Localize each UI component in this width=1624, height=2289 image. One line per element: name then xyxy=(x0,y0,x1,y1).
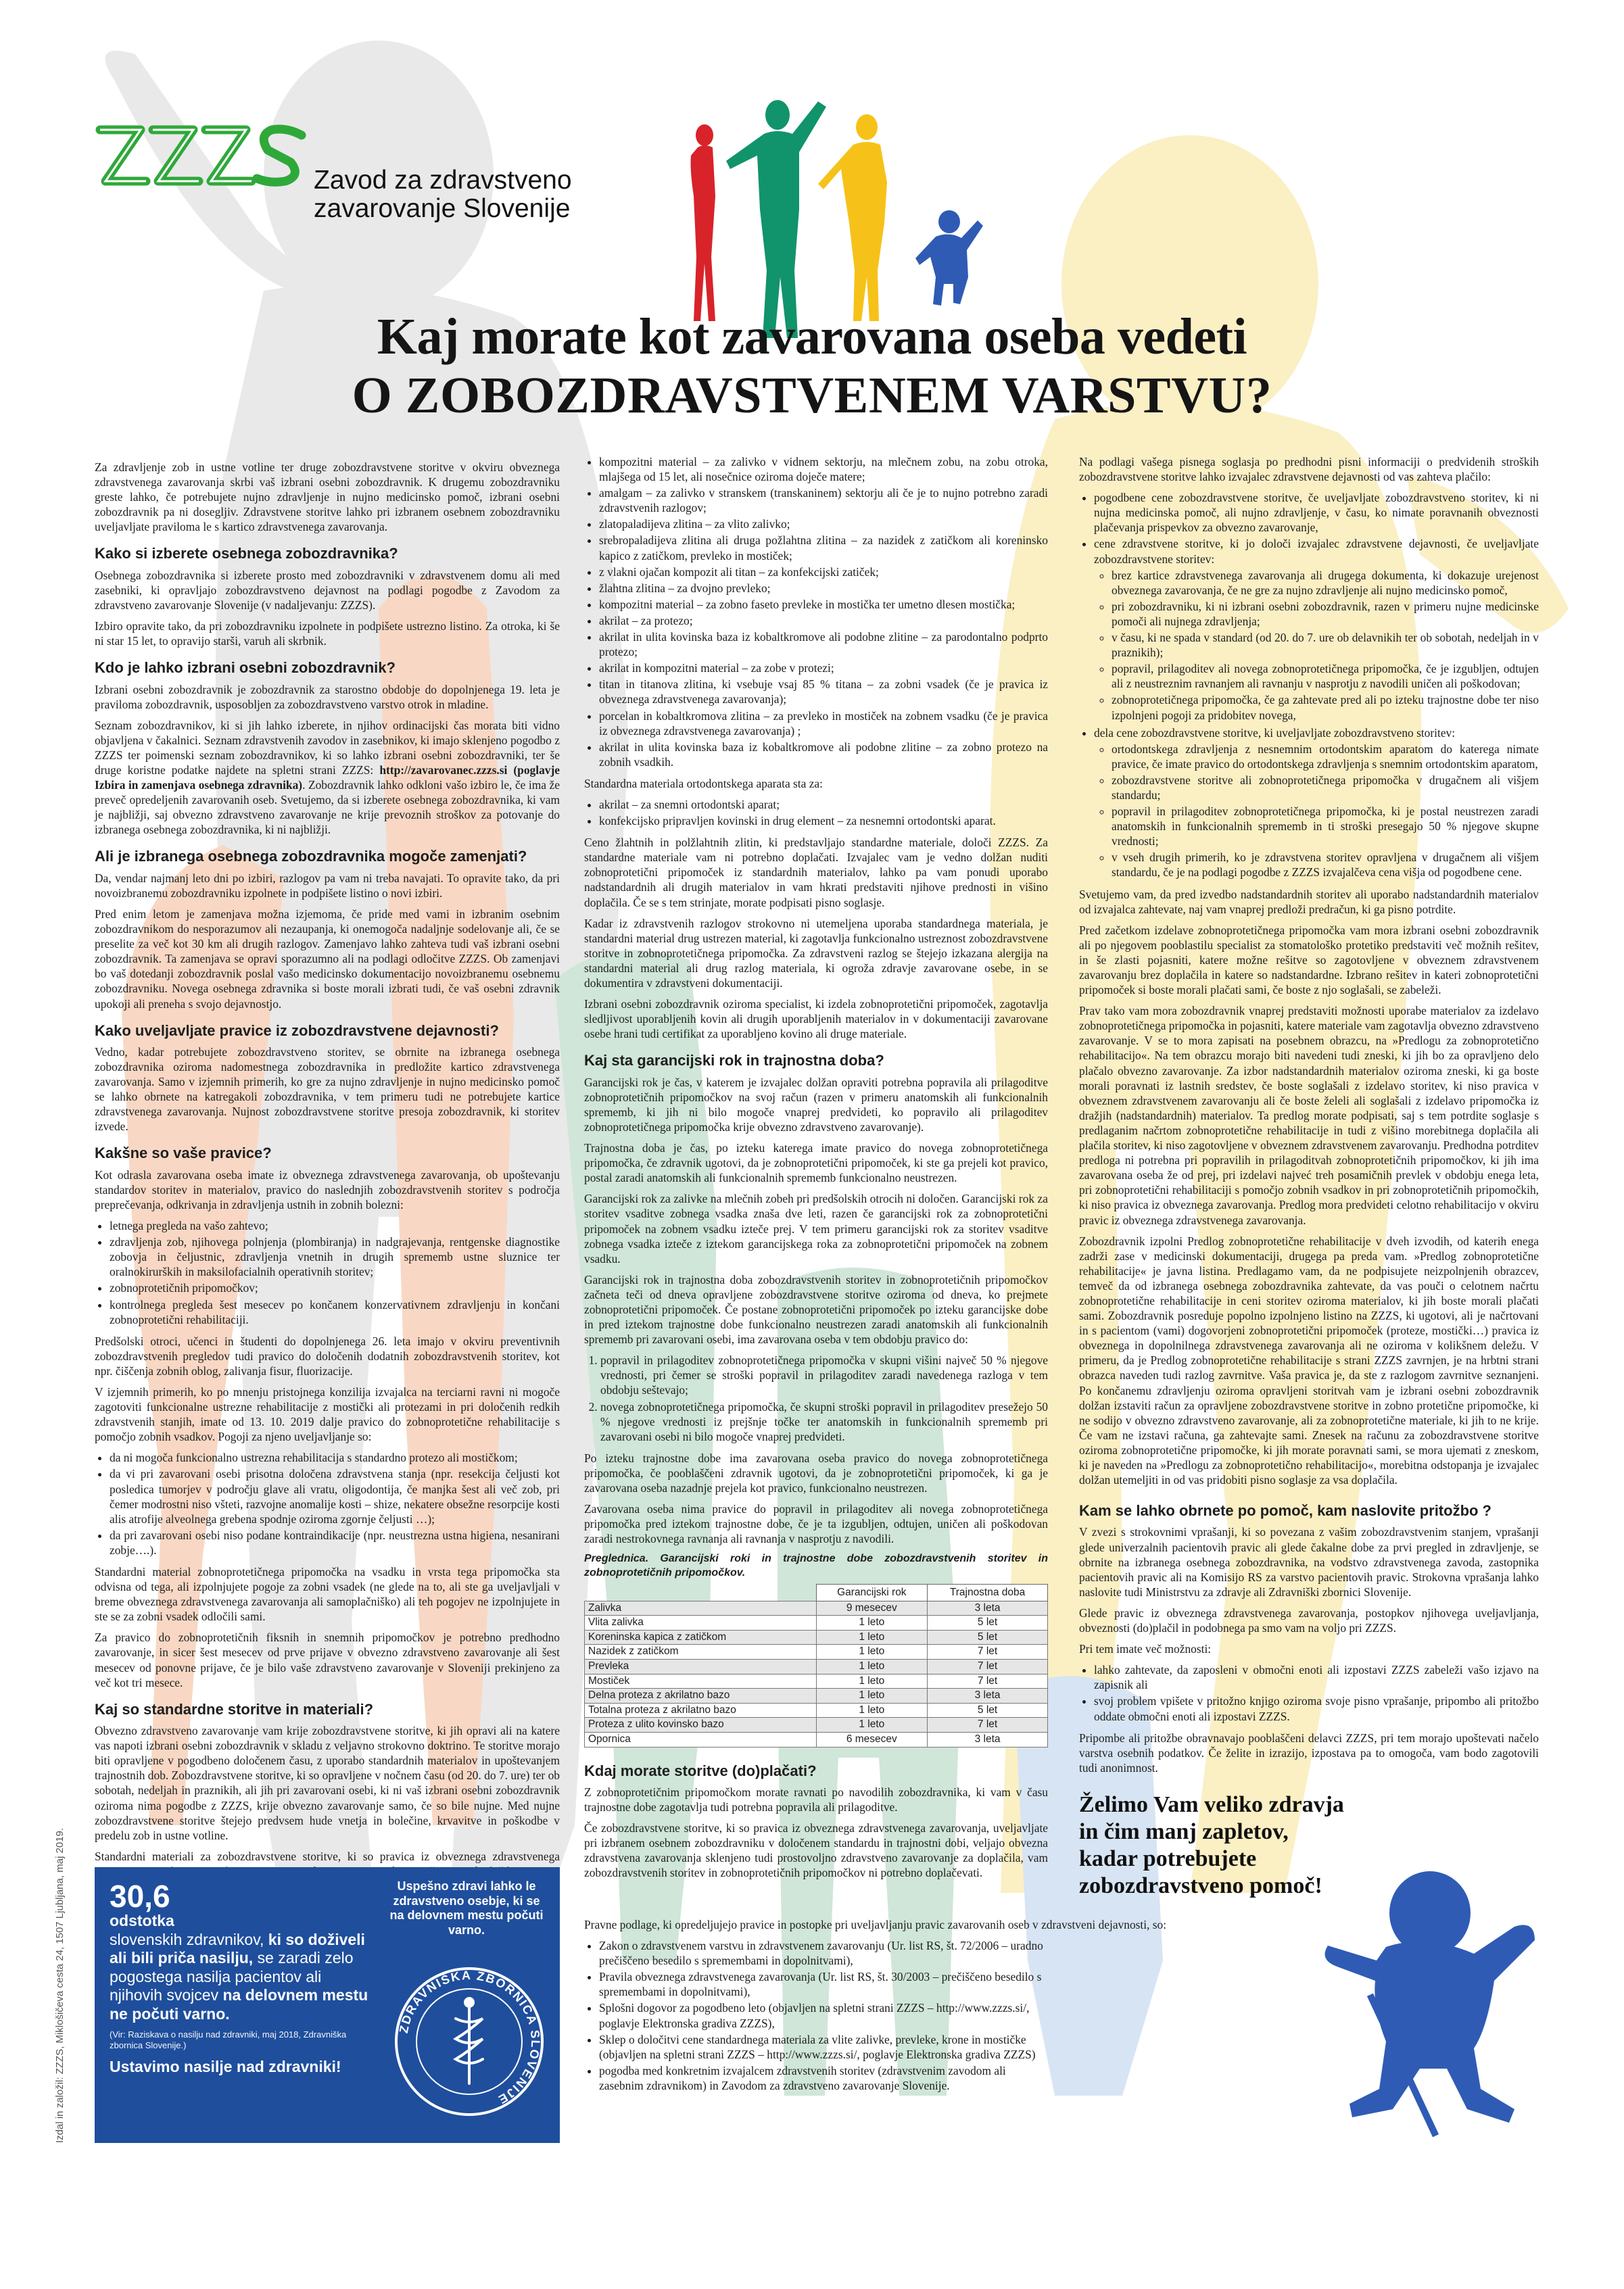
list-item: • Splošni dogovor za pogodbeno leto (objavljen na spletni strani ZZZS – http://www.zzzs.si/, poglavje Elektronska gradiva ZZZS), xyxy=(599,2000,1045,2030)
box-left xyxy=(110,1881,373,2076)
list-item: ◦ v vseh drugih primerih, ko je zdravstvena storitev opravljena v drugačnem ali višjem standardu, če je na podlagi pogodbe z ZZZS izvajalčeva cena višja od pogodbene cene. xyxy=(1112,850,1539,880)
list-item: ◦ popravil, prilagoditev ali novega zobnoprotetičnega pripomočka, če je izgubljen, odtujen ali z neustreznim ravnanjem ali ravnanju v nasprotju z navodili uničen ali poškodovan; xyxy=(1112,661,1539,691)
list-item: • zdravljenja zob, njihovega polnjenja (plombiranja) in nadgrajevanja, rentgenske diagnostike zobovja in čeljustnic, zdravljenja vnetnih in drugih sprememb ustne sluznice ter oralnokirurških in maksilofacialnih operativnih storitev; xyxy=(110,1234,560,1279)
blue-child-figure-icon xyxy=(915,210,983,306)
numbered-list xyxy=(584,1353,1048,1444)
column-left xyxy=(95,460,560,1885)
paragraph: Trajnostna doba je čas, po izteku katerega imate pravico do novega zobnoprotetičnega pripomočka, če zdravnik ugotovi, da je zobnoprotetični pripomoček, ki ste ga prejeli kot pravico, postal zaradi anatomskih ali funkcionalnih sprememb funkcionalno neustrezen. xyxy=(584,1141,1048,1185)
family-figures xyxy=(676,88,994,345)
medical-chamber-seal-icon xyxy=(391,1963,548,2120)
list-item: • da ni mogoča funkcionalno ustrezna rehabilitacija s standardno protezo ali mostičkom; xyxy=(110,1450,560,1465)
list-item: • Sklep o določitvi cene standardnega materiala za vlite zalivke, prevleke, krone in mostičke (objavljen na spletni strani ZZZS – http://www.zzzs.si/, poglavje Elektronska gradiva ZZZS) xyxy=(599,2032,1045,2062)
heading-change-dentist: Ali je izbranega osebnega zobozdravnika mogoče zamenjati? xyxy=(95,848,527,865)
blue-cherub-figure xyxy=(1312,1866,1542,2150)
list-item: • dela cene zobozdravstvene storitve, ki uveljavljate zobozdravstveno storitev: ◦ ortodontskega zdravljenja z nesnemnim ortodontskim aparatom do katerega nimate pravice, če imate pravico do ortodontskega zdravljenja s snemnim ortodontskim aparatom, ◦ zobozdravstvene storitve ali zobnoprotetičnega pripomočka v drugačnem ali višjem standardu; ◦ popravil in prilagoditev zobnoprotetičnega pripomočka, ki je postal neustrezen zaradi anatomskih in funkcionalnih sprememb in ti stroški presegajo 50 % njegove skupne vrednosti; ◦ v vseh drugih primerih, ko je zdravstvena storitev opravljena v drugačnem ali višjem standardu, če je na podlagi pogodbe z ZZZS izvajalčeva cena višja od pogodbene cene. xyxy=(1094,725,1539,880)
paragraph: Po izteku trajnostne dobe ima zavarovana oseba pravico do novega zobnoprotetičnega pripomočka, če pooblaščeni zdravnik ugotovi, da je zobnoprotetični pripomoček, ki ga je zavarovana oseba nazadnje prejela kot pravico, funkcionalno neustrezen. xyxy=(584,1451,1048,1495)
orthodontic-list xyxy=(584,797,1048,828)
heading-payments: Kdaj morate storitve (do)plačati? xyxy=(584,1762,817,1779)
paragraph: Zavarovana oseba nima pravice do popravil in prilagoditev ali novega zobnoprotetičnega pripomočka pred iztekom trajnostne dobe, če je ta izgubljen, odtujen, uničen ali poškodovan zaradi nestrokovnega ravnanja ali ravnanja v nasprotju z navodili. xyxy=(584,1502,1048,1546)
title-line2: O ZOBOZDRAVSTVENEM VARSTVU? xyxy=(352,367,1272,425)
paragraph: Garancijski rok je čas, v katerem je izvajalec dolžan opraviti potrebna popravila ali prilagoditve zobnoprotetičnih pripomočkov na svoj račun (razen v primeru anatomskih ali funkcionalnih sprememb, ki jih ni bilo mogoče vnaprej predvideti, ko popravilo ali prilagoditev zobnoprotetičnega pripomočka krije obvezno zdravstveno zavarovanje). xyxy=(584,1075,1048,1134)
table-row: Vlita zalivka 1 leto 5 let xyxy=(585,1616,1048,1631)
heading-warranty: Kaj sta garancijski rok in trajnostna doba? xyxy=(584,1052,884,1069)
payment-cases-list xyxy=(1079,490,1539,880)
legal-intro: Pravne podlage, ki opredeljujejo pravice in postopke pri uveljavljanju pravic zavarovanih oseb v zdravstveni dejavnosti, so: xyxy=(584,1918,1167,1931)
intro-paragraph: Za zdravljenje zob in ustne votline ter druge zobozdravstvene storitve v okviru obveznega zdravstvenega zavarovanja skrbi vaš izbrani osebni zobozdravnik. K drugemu zobozdravniku greste lahko, če potrebujete nujno zdravljenje in nujno medicinsko pomoč, izbrani osebni zobozdravnik pa ni dosegljiv. Zdravstvene storitve lahko pri izbranem osebnem zobozdravniku uveljavljate praviloma le s kartico zdravstvenega zavarovanja. xyxy=(95,460,560,534)
list-item: ◦ zobozdravstvene storitve ali zobnoprotetičnega pripomočka v drugačnem ali višjem standardu; xyxy=(1112,773,1539,802)
list-item: ◦ v času, ki ne spada v standard (od 20. do 7. ure ob delavnikih ter ob sobotah, nedeljah in v praznikih); xyxy=(1112,630,1539,660)
list-item: • pogodba med konkretnim izvajalcem zdravstvenih storitev (zdravstvenim zavodom ali zasebnim zdravnikom) in Zavodom za zdravstveno zavarovanje Slovenije. xyxy=(599,2063,1045,2093)
table-row: Opornica 6 mesecev 3 leta xyxy=(585,1733,1048,1748)
warranty-table xyxy=(584,1584,1048,1748)
big-number: 30,6 xyxy=(110,1879,170,1914)
list-item: • kompozitni material – za zalivko v vidnem sektorju, na mlečnem zobu, na zobu otroka, mlajšega od 15 let, ali nosečnice oziroma doječe matere; xyxy=(599,454,1048,484)
title-line1: Kaj morate kot zavarovana oseba vedeti xyxy=(377,308,1247,365)
list-item: ◦ popravil in prilagoditev zobnoprotetičnega pripomočka, ki je postal neustrezen zaradi anatomskih in funkcionalnih sprememb in ti stroški presegajo 50 % njegove skupne vrednosti; xyxy=(1112,804,1539,848)
heading-standard-services: Kaj so standardne storitve in materiali? xyxy=(95,1700,374,1718)
table-header-row xyxy=(585,1585,1048,1601)
paragraph: Obvezno zdravstveno zavarovanje vam krije zobozdravstvene storitve, ki jih opravi ali na katere vas napoti izbrani osebni zobozdravnik v skladu z veljavno strokovno doktrino. Te storitve morajo biti opravljene v pogodbeno določenem času, z uporabo standardnih materialov in upoštevanjem trajnostnih dob. Zobozdravstvene storitve, ki so opravljene v nočnem času (od 20. do 7. ure) ter ob sobotah, nedeljah in praznikih, ali jih pri zavarovani osebi, ki ni vaš izbrani osebni zobozdravnik oziroma nima pogodbe z ZZZS, krije obvezno zavarovanje samo, če so bile nujne. Med nujne zobozdravstvene storitve štejejo predvsem hude vnetja in bolečine, krvavitve in poškodbe v predelu zob in ustne votline. xyxy=(95,1724,560,1842)
list-item: • akrilat in ulita kovinska baza iz kobaltkromove ali podobne zlitine – za zobno protezo na zobnih vsadkih. xyxy=(599,740,1048,769)
cherub-icon xyxy=(1325,1871,1535,2137)
paragraph: Garancijski rok za zalivke na mlečnih zobeh pri predšolskih otrocih ni določen. Garancijski rok za storitev vsaditve zobnega vsadka znaša dve leti, razen če garancijski rok za zobnoprotetični pripomoček na zobnem vsadku izteče prej. V tem primeru garancijski rok za storitev vsaditve zobnega vsadka izteče z iztekom garancijskega roka za zobnoprotetični pripomoček na zobnem vsadku. xyxy=(584,1192,1048,1266)
complaint-options-list xyxy=(1079,1662,1539,1723)
table-row: Delna proteza z akrilatno bazo 1 leto 3 leta xyxy=(585,1689,1048,1704)
list-item: • titan in titanova zlitina, ki vsebuje vsaj 85 % titana – za zobni vsadek (če je pravica iz obveznega zdravstvenega zavarovanja); xyxy=(599,677,1048,706)
list-item: • konfekcijsko pripravljen kovinski in drug element – za nesnemni ortodontski aparat. xyxy=(599,813,1048,828)
violence-awareness-box xyxy=(95,1867,560,2143)
paragraph: Kadar iz zdravstvenih razlogov strokovno ni utemeljena uporaba standardnega materiala, je standardni material drug ustrezen material, ki zagotavlja funkcionalno ustreznost zobozdravstvene storitve in zobnoprotetičnega pripomočka. Za zdravstveni razlog se štejejo izkazana alergija na standardni material ali drug razlog materiala, ki ogroža zdravje zavarovane osebe, in se dokumentira v zdravstveni dokumentaciji. xyxy=(584,916,1048,990)
table-row: Koreninska kapica z zatičkom 1 leto 5 let xyxy=(585,1630,1048,1645)
list-item: ◦ ortodontskega zdravljenja z nesnemnim ortodontskim aparatom do katerega nimate pravice, če imate pravico do ortodontskega zdravljenja s snemnim ortodontskim aparatom, xyxy=(1112,742,1539,771)
table-row: Prevleka 1 leto 7 let xyxy=(585,1660,1048,1674)
paragraph: Za pravico do zobnoprotetičnih fiksnih in snemnih pripomočkov je potrebno predhodno zavarovanje, in sicer šest mesecev od prve prijave v obvezno zdravstveno zavarovanje ali šest mesecev od ponovne prijave, če je bilo vaše zdravstveno zavarovanje v Sloveniji prekinjeno za več kot tri mesece. xyxy=(95,1631,560,1689)
list-item: • lahko zahtevate, da zaposleni v območni enoti ali izpostavi ZZZS zabeleži vašo izjavo na zapisnik ali xyxy=(1094,1662,1539,1692)
seal-text: ZDRAVNIŠKA ZBORNICA SLOVENIJE xyxy=(396,1968,543,2107)
implant-conditions-list xyxy=(95,1450,560,1558)
paragraph: Izbrani osebni zobozdravnik je zobozdravnik za starostno obdobje do dopolnjenega 19. leta je praviloma zobozdravnik, usposobljen za zobozdravstveno varstvo otrok in mladine. xyxy=(95,682,560,711)
list-item: ◦ zobnoprotetičnega pripomočka, če ga zahtevate pred ali po izteku trajnostne dobe ter niso izpolnjeni pogoji za pridobitev novega, xyxy=(1112,692,1539,722)
box-statement: slovenskih zdravnikov, ki so doživeli ali bili priča nasilju, se zaradi zelo pogostega nasilja pacientov ali njihovih svojcev na delovnem mestu ne počuti varno. xyxy=(110,1930,368,2023)
table-header: Garancijski rok xyxy=(816,1585,928,1601)
paragraph: Pred začetkom izdelave zobnoprotetičnega pripomočka vam mora izbrani osebni zobozdravnik ali po njegovem pooblastilu specialist za stomatološko protetiko predstaviti več možnih rešitev, in še zlasti pojasniti, katere možne rešitve so zagotovljene v obveznem zdravstvenem zavarovanju brez doplačila in katere so nadstandardne. Izbrano rešitev in kateri zobnoprotetični pripomoček si boste morali plačati sami, če boste z njo soglašali, se zabeleži. xyxy=(1079,923,1539,997)
table-header: Trajnostna doba xyxy=(928,1585,1048,1601)
sub-list xyxy=(1094,742,1539,880)
list-item: • cene zdravstvene storitve, ki jo določi izvajalec zdravstvene dejavnosti, če uveljavljate zobozdravstvene storitev: ◦ brez kartice zdravstvenega zavarovanja ali drugega dokumenta, ki dokazuje urejenost obveznega zavarovanja, če ne gre za nujno zdravljenje ali nujno medicinsko pomoč, ◦ pri zobozdravniku, ki ni izbrani osebni zobozdravnik, razen v primeru nujne medicinske pomoči ali nujnega zdravljenja; ◦ v času, ki ne spada v standard (od 20. do 7. ure ob delavnikih ter ob sobotah, nedeljah in v praznikih); ◦ popravil, prilagoditev ali novega zobnoprotetičnega pripomočka, če je izgubljen, odtujen ali z neustreznim ravnanjem ali ravnanju v nasprotju z navodili uničen ali poškodovan; ◦ zobnoprotetičnega pripomočka, če ga zahtevate pred ali po izteku trajnostne dobe ter niso izpolnjeni pogoji za pridobitev novega, xyxy=(1094,536,1539,722)
table-header-empty xyxy=(585,1585,817,1601)
list-item: • letnega pregleda na vašo zahtevo; xyxy=(110,1218,560,1233)
list-item: • pogodbene cene zobozdravstvene storitve, če uveljavljate zobozdravstveno storitev, ki ni nujna medicinska pomoč, ali nujno zdravljenje, v času, ko nimate poravnanih obveznosti plačevanja prispevkov za obvezno zavarovanje, xyxy=(1094,490,1539,535)
paragraph: Standardni materiali za zobozdravstvene storitve, ki so pravica iz obveznega zdravstvenega xyxy=(95,1849,560,1863)
paragraph: V izjemnih primerih, ko po mnenju pristojnega konzilija izvajalca na terciarni ravni ni mogoče zagotoviti funkcionalne ustrezne rehabilitacije z mostički ali protezami in pri določenih redkih zdravstvenih stanjih, imate od 13. 10. 2019 dalje pravico do zobnoprotetične rehabilitacije s pomočjo zobnih vsadkov. Pogoji za njeno uveljavljanje so: xyxy=(95,1384,560,1444)
green-figure-icon xyxy=(726,100,826,338)
list-item: • akrilat in kompozitni material – za zobe v protezi; xyxy=(599,660,1048,675)
paragraph: Pred enim letom je zamenjava možna izjemoma, če pride med vami in izbranim osebnim zobozdravnikom do nesporazumov ali nezaupanja, ki onemogoča nadaljnje sodelovanje ali, če se preselite za več kot 30 km ali drugih razlogov. Zamenjavo lahko zahteva tudi vaš izbrani osebni zobozdravnik. Ta zamenjava se opravi sporazumno ali na podlagi odločitve ZZZS. Ob zamenjavi bo vaš dotedanji zobozdravnik poslal vašo medicinsko dokumentacijo novoizbranemu osebnemu zobozdravniku. Novega osebnega zdravnika si boste morali izbrati tudi, če vaš osebni zdravnik upokoji ali preneha s svojo dejavnostjo. xyxy=(95,907,560,1011)
yellow-figure-icon xyxy=(818,114,887,321)
logo-text: ZZZS xyxy=(91,115,93,116)
paragraph: Standardna materiala ortodontskega aparata sta za: xyxy=(584,776,823,790)
sub-list xyxy=(1094,568,1539,723)
table-row: Zalivka 9 mesecev 3 leta xyxy=(585,1601,1048,1616)
list-item: • zlatopaladijeva zlitina – za vlito zalivko; xyxy=(599,516,1048,531)
column-middle xyxy=(584,454,1048,1886)
heading-choose-dentist: Kako si izberete osebnega zobozdravnika? xyxy=(95,545,398,562)
list-item: • Zakon o zdravstvenem varstvu in zdravstvenem zavarovanju (Ur. list RS, št. 72/2006 – uradno prečiščeno besedilo s spremembami in dopolnitvami), xyxy=(599,1938,1045,1968)
paragraph: Če zobozdravstvene storitve, ki so pravica iz obveznega zdravstvenega zavarovanja, uveljavljate pri izbranem osebnem zobozdravniku v določenem standardu in trajnostni dobi, veljajo obvezna zdravstvena zavarovanja sklenjeno tudi prostovoljno zdravstveno zavarovanje za doplačila, vam zobozdravstvenih storitev in zobnoprotetičnih pripomočkov ni potrebno doplačevati. xyxy=(584,1821,1048,1880)
box-unit: odstotka xyxy=(110,1912,174,1929)
list-item: • z vlakni ojačan kompozit ali titan – za konfekcijski zatiček; xyxy=(599,564,1048,579)
heading-exercise-rights: Kako uveljavljate pravice iz zobozdravstvene dejavnosti? xyxy=(95,1021,499,1039)
zavarovanec-link[interactable]: http://zavarovanec.zzzs.si (poglavje Izbira in zamenjava osebnega zdravnika) xyxy=(95,763,560,792)
paragraph: Zobozdravnik izpolni Predlog zobnoprotetične rehabilitacije v dveh izvodih, od katerih enega zadrži zase v medicinski dokumentaciji, drugega pa preda vam. »Predlog zobnoprotetične rehabilitacije« je javna listina. Predlagamo vam, da ne podpisujete neizpolnjenih obrazcev, temveč da od izbranega osebnega zobozdravnika zahtevate, da vas pouči o celotnem načrtu zobnoprotetične rehabilitacije in ceni storitev oziroma materialov, ki jih boste morali plačati sami. Zobozdravnik posreduje popolno izpolnjeno listino na ZZZS, ki ugotovi, ali je načrtovani in s pacientom (vami) dogovorjeni zobnoprotetični pripomoček (proteze, mostički…) pravica iz obveznega in dopolnilnega zdravstvenega zavarovanja ali ne oziroma v kolikšnem deležu. V primeru, da je Predlog zobnoprotetične rehabilitacije s strani ZZZS zavrnjen, je na hrbtni strani obrazca naveden tudi razlog zavrnitve. Vaša pravica je, da ste z razlogom zavrnitve seznanjeni. Po končanemu zdravljenju oziroma opravljeni storitvah vam je izbrani osebni zobozdravnik dolžan izstaviti račun za opravljene zobozdravstvene storitve in zobno protetične pripomočke, ki ne sodijo v obvezno zdravstveno zavarovanje, ali za zobnoprotetične materiale, ki jih to ne krije. Če vam ne izstavi računa, ga zahtevajte sami. Znesek na računu za zobozdravstvene storitve oziroma zobnoprotetične pripomočke, ki jih morate poravnati sami, se mora ujemati z zneskom, ki je naveden na »Predlogu za zobnoprotetično rehabilitacijo«, morebitna odstopanja je izvajalec dolžan utemeljiti in od vas pridobiti pisno soglasje za vsa doplačila. xyxy=(1079,1234,1539,1487)
brand-name xyxy=(314,166,572,223)
heading-who-can-be-dentist: Kdo je lahko izbrani osebni zobozdravnik? xyxy=(95,659,396,677)
box-source: (Vir: Raziskava o nasilju nad zdravniki, maj 2018, Zdravniška zbornica Slovenije.) xyxy=(110,2029,347,2050)
zzzs-logo-icon xyxy=(91,115,314,196)
paragraph: Glede pravic iz obveznega zdravstvenega zavarovanja, postopkov njihovega uveljavljanja, obveznosti (do)plačil in podobnega pa smo vam na voljo pri ZZZS. xyxy=(1079,1606,1539,1635)
list-item: ◦ pri zobozdravniku, ki ni izbrani osebni zobozdravnik, razen v primeru nujne medicinske pomoči ali nujnega zdravljenja; xyxy=(1112,599,1539,629)
main-title xyxy=(0,308,1624,426)
list-item: • da vi pri zavarovani osebi prisotna določena zdravstvena stanja (npr. resekcija čeljusti kot posledica tumorjev v področju glave ali vratu, oligodontija, če manjka šest ali več zob, pri čemer modrostni niso všteti, razvojne anomalije kosti – shize, nekatere obsežne resorpcije kosti alis atrofije alveolnega grebena spodnje oziroma zgornje čeljusti …); xyxy=(110,1466,560,1526)
list-item: • akrilat – za snemni ortodontski aparat; xyxy=(599,797,1048,812)
table-row: Totalna proteza z akrilatno bazo 1 leto 5 let xyxy=(585,1703,1048,1718)
paragraph-with-link: Seznam zobozdravnikov, ki si jih lahko izberete, in njihov ordinacijski čas morata biti vidno objavljena v čakalnici. Seznam zdravstvenih zavodov in zasebnikov, ki imajo sklenjeno pogodbo z ZZZS ter poimenski seznam zobozdravnikov, ki so lahko izbrani osebni zobozdravniki, ter še druge koristne podatke najdete na spletni strani ZZZS: http://zavarovanec.zzzs.si (poglavje Izbira in zamenjava osebnega zdravnika). Zobozdravnik lahko odkloni vašo izbiro le, če ima že preveč opredeljenih zavarovanih oseb. Svetujemo, da si izberete osebnega zobozdravnika, ki vam je najbližji, saj obvezno zdravstveno zavarovanje ne krije prevoznih stroškov za potovanje do izbranega osebnega zobozdravnika, ki ni najbližji. xyxy=(95,718,560,837)
paragraph: Izbrani osebni zobozdravnik oziroma specialist, ki izdela zobnoprotetični pripomoček, zagotavlja sledljivost uporabljenih kovin ali drugih uporabljenih materialov in v dokumentaciji zavarovane osebe hrani tudi certifikat za uporabljeno kovino ali druge materiale. xyxy=(584,997,1048,1041)
paragraph: Predšolski otroci, učenci in študenti do dopolnjenega 26. leta imajo v okviru preventivnih zobozdravstvenih pregledov tudi pravico do določenih dodatnih zobozdravstvenih storitev, kot npr. čiščenja zobnih oblog, zalivanja fisur, fluorizacije. xyxy=(95,1334,560,1378)
list-item: • akrilat in ulita kovinska baza iz kobaltkromove ali podobne zlitine – za parodontalno podprto protezo; xyxy=(599,629,1048,659)
heading-your-rights: Kakšne so vaše pravice? xyxy=(95,1144,272,1162)
list-item: • da pri zavarovani osebi niso podane kontraindikacije (npr. neustrezna ustna higiena, nesaniranі zobje….). xyxy=(110,1528,560,1558)
legal-list xyxy=(584,1938,1045,2093)
list-item: 1. popravil in prilagoditev zobnoprotetičnega pripomočka v skupni višini največ 50 % njegove vrednosti, pri čemer se stroški popravil in prilagoditev zaradi navedenega razloga v tem obdobju seštevajo; xyxy=(600,1353,1048,1397)
paragraph: Svetujemo vam, da pred izvedbo nadstandardnih storitev ali uporabo nadstandardnih materialov od izvajalca zahtevate, naj vam vnaprej predloži predračun, ki ga pisno potrdite. xyxy=(1079,887,1539,916)
list-item: • porcelan in kobaltkromova zlitina – za prevleko in mostiček na zobnem vsadku (če je pravica iz obveznega zdravstvenega zavarovanja) ; xyxy=(599,708,1048,738)
heading-complaints: Kam se lahko obrnete po pomoč, kam naslovite pritožbo ? xyxy=(1079,1502,1491,1520)
paragraph: Ceno žlahtnih in polžlahtnih zlitin, ki predstavljajo standardne materiale, določi ZZZS. Za standardne materiale vam ni potrebno doplačati. Izvajalec vam je vedno dolžan nuditi zobnoprotetični pripomoček iz standardnih materialov, lahko pa vam ponudi uporabo nadstandardnih ali drugih materialov in vam hkrati predstaviti njihove prednosti in višino doplačila. Če se s tem strinjate, morate podpisati pisno soglasje. xyxy=(584,836,1048,909)
list-item: • srebropaladijeva zlitina ali druga požlahtna zlitina – za nazidek z zatičkom ali koreninsko kapico z zatičkom, prevleko in mostiček; xyxy=(599,533,1048,562)
column-right xyxy=(1079,454,1539,1900)
list-item: ◦ brez kartice zdravstvenega zavarovanja ali drugega dokumenta, ki dokazuje urejenost obveznega zavarovanja, če ne gre za nujno zdravljenje ali nujno medicinsko pomoč, xyxy=(1112,568,1539,598)
list-item: • žlahtna zlitina – za dvojno prevleko; xyxy=(599,581,1048,596)
table-caption: Preglednica. Garancijski roki in trajnostne dobe zobozdravstvenih storitev in zobnoprotetičnih pripomočkov. xyxy=(584,1553,1048,1579)
paragraph: Standardni material zobnoprotetičnega pripomočka na vsadku in vrsta tega pripomočka sta odvisna od tega, ali izpolnjujete pogoje za zobni vsadek (ne glede na to, ali ste ga uveljavljali v breme obveznega zdravstvenega zavarovanja ali samoplačniško) ali teh pogojev ne izpolnjujete in ste se za zobni vsadek odločili sami. xyxy=(95,1565,560,1624)
red-figure-icon xyxy=(691,124,716,321)
table-row: Nazidek z zatičkom 1 leto 7 let xyxy=(585,1645,1048,1660)
list-item: 2. novega zobnoprotetičnega pripomočka, če skupni stroški popravil in prilagoditev presežejo 50 % njegove vrednosti iz prejšnje točke ter anatomskih in funkcionalnih sprememb pri zavarovani osebi ni bilo mogoče vnaprej predvideti. xyxy=(600,1399,1048,1444)
paragraph: Vedno, kadar potrebujete zobozdravstveno storitev, se obrnite na izbranega osebnega zobozdravnika oziroma nadomestnega zobozdravnika in predložite kartico zdravstvenega zavarovanja. Samo v izjemnih primerih, ko gre za nujno zdravljenje in nujno medicinsko pomoč se lahko obrnete na katregakoli zobozdravnika, v tem primeru tudi ne potrebujete kartice zdravstvenega zavarovanja. Nujnost zobozdravstvene storitve presoja zobozdravnik, ki storitev izvede. xyxy=(95,1044,560,1134)
list-item: • kontrolnega pregleda šest mesecev po končanem konzervativnem zdravljenju in končani zobnoprotetični rehabilitaciji. xyxy=(110,1297,560,1327)
paragraph: Prav tako vam mora zobozdravnik vnaprej predstaviti možnosti uporabe materialov za izdelavo zobnoprotetičnega pripomočka in pojasniti, katere materiale vam zagotavlja obvezno zdravstveno zavarovanje. V se to mora zapisati na posebnem obrazcu, na »Predlogu za zobnoprotetično rehabilitacijo«. Na tem obrazcu morajo biti navedeni tudi zneski, ki jih bo za opravljeno delo plačalo obvezno zavarovanje. Za izbor nadstandardnih materialov oziroma zneski, ki ga boste morali poravnati iz lastnih sredstev, če boste soglašali z izdelavo storitev, ki niso pravica v obveznem zdravstvenem zavarovanju ali če boste želeli ali soglašali z izdelavo pripomočka iz dražjih (nadstandardnih) materialov. Ta predlog morate podpisati, saj s tem potrdite soglasje s predlaganim načrtom zobnoprotetične rehabilitacije in tudi z višino morebitnega doplačila ali plačila storitev, ki niso zagotovljene v obveznem zdravstvenem zavarovanju. Predhodna potrditev predloga ni potrebna pri popravilih in prilagoditvah zobnoprotetičnih pripomočkov, ki jih ima zavarovana oseba že od prej, pri izdelavi najveć treh posamičnih prevlek v obdobju enega leta, pri zobnoprotetični rehabilitaciji s pomočjo zobnih vsadkov in pri zobnoprotetičnih pripomočkih, ki niso pravica iz obveznega zavarovanja. Predlog mora predvideti celotno rehabilitacijo v okviru pravic iz obveznega zdravstvenega zavarovanja. xyxy=(1079,1004,1539,1227)
paragraph: Osebnega zobozdravnika si izberete prosto med zobozdravniki v zdravstvenem domu ali med zasebniki, ki opravljajo zobozdravstveno dejavnost na podlagi pogodbe z Zavodom za zdravstveno zavarovanje Slovenije (v nadaljevanju: ZZZS). xyxy=(95,568,560,612)
paragraph: Pri tem imate več možnosti: xyxy=(1079,1642,1212,1656)
imprint-vertical: Izdal in založil: ZZZS, Miklošičeva cesta 24, 1507 Ljubljana, maj 2019. xyxy=(54,1827,66,2143)
list-item: • amalgam – za zalivko v stranskem (transkaninem) sektorju ali če je to nujno potrebno zaradi zdravstvenih razlogov; xyxy=(599,485,1048,515)
legal-basis xyxy=(584,1917,1314,2100)
box-right-text: Uspešno zdravi lahko le zdravstveno osebje, ki se na delovnem mestu počuti varno. xyxy=(389,1879,544,1937)
paragraph: Garancijski rok in trajnostna doba zobozdravstvenih storitev in zobnoprotetičnih pripomočkov začneta teči od dneva opravljene zobozdravstvene storitve oziroma od dneva, ko prejmete zobnoprotetični pripomoček. Če postane zobnoprotetični pripomoček po izteku garancijske dobe in pred iztekom trajnostne dobe funkcionalno neustrezen zaradi anatomskih ali funkcionalnih sprememb pri zavarovani osebi, ima zavarovana oseba v tem obdobju pravico do: xyxy=(584,1272,1048,1347)
list-item: • Pravila obveznega zdravstvenega zavarovanja (Ur. list RS, št. 30/2003 – prečiščeno besedilo s spremembami in dopolnitvami), xyxy=(599,1969,1045,1999)
table-row: Mostiček 1 leto 7 let xyxy=(585,1674,1048,1689)
paragraph: Da, vendar najmanj leto dni po izbiri, razlogov pa vam ni treba navajati. To opravite tako, da pri novoizbranemu zobozdravniku izpolnete in podpišete listino o novi izbiri. xyxy=(95,871,560,900)
closing-message: Želimo Vam veliko zdravja in čim manj zapletov, kadar potrebujete zobozdravstveno pomoč! xyxy=(1079,1791,1344,1899)
paragraph: Izbiro opravite tako, da pri zobozdravniku izpolnete in podpišete ustrezno listino. Za otroka, ki še ni star 15 let, to opravijo starši, varuh ali skrbnik. xyxy=(95,619,560,648)
table-row: Proteza z ulito kovinsko bazo 1 leto 7 let xyxy=(585,1718,1048,1733)
paragraph: Pripombe ali pritožbe obravnavajo pooblaščeni delavci ZZZS, pri tem morajo upoštevati načelo varstva osebnih podatkov. Če želite in izrazijo, izpostava pa to omogoča, vam bodo zagotovili tudi anonimnost. xyxy=(1079,1731,1539,1775)
list-item: • zobnoprotetičnih pripomočkov; xyxy=(110,1280,560,1295)
list-item: • svoj problem vpišete v pritožno knjigo oziroma svoje pisno vprašanje, pripombo ali pritožbo oddate območni enoti ali izpostavi ZZZS. xyxy=(1094,1693,1539,1723)
brand-name-line1: Zavod za zdravstveno xyxy=(314,166,572,195)
brand-name-line2: zavarovanje Slovenije xyxy=(314,194,571,224)
paragraph: Kot odrasla zavarovana oseba imate iz obveznega zdravstvenega zavarovanja, ob upoštevanju standardov storitev in materialov, pravico do naslednjih zobozdravstvenih storitev s področja preprečevanja, odkrivanja in zdravljenja ustnih in zobnih bolezni: xyxy=(95,1167,560,1211)
rights-list xyxy=(95,1218,560,1327)
paragraph: Z zobnoprotetičnim pripomočkom morate ravnati po navodilih zobozdravnika, ki vam v času trajnostne dobe zagotavlja tudi potrebna popravila ali prilagoditve. xyxy=(584,1785,1048,1814)
list-item: • kompozitni material – za zobno faseto prevleke in mostička ter umetno dlesen mostička; xyxy=(599,597,1048,612)
list-item: • akrilat – za protezo; xyxy=(599,613,1048,628)
zzzs-logo xyxy=(91,115,314,196)
caduceus-icon xyxy=(456,1998,483,2083)
paragraph: V zvezi s strokovnimi vprašanji, ki so povezana z vašim zobozdravstvenim stanjem, vprašanji glede univerzalnih pacientovih pravic ali glede čakalne dobe za prvi pregled in zdravljenje, se obrnite na izbranega osebnega zobozdravnika, na vodstvo zdravstvenega zavoda, zastopnika pacientovih pravic ali na Komisijo RS za varstvo pacientovih pravic. Strokovna vprašanja lahko naslovite tudi Ministrstvu za zdravje ali Zdravniški zbornici Slovenije. xyxy=(1079,1525,1539,1599)
paragraph: Na podlagi vašega pisnega soglasja po predhodni pisni informaciji o predvidenih stroških zobozdravstvene storitve lahko izvajalec zdravstvene dejavnosti od vas zahteva plačilo: xyxy=(1079,455,1539,484)
box-slogan: Ustavimo nasilje nad zdravniki! xyxy=(110,2058,341,2076)
materials-list xyxy=(584,454,1048,769)
